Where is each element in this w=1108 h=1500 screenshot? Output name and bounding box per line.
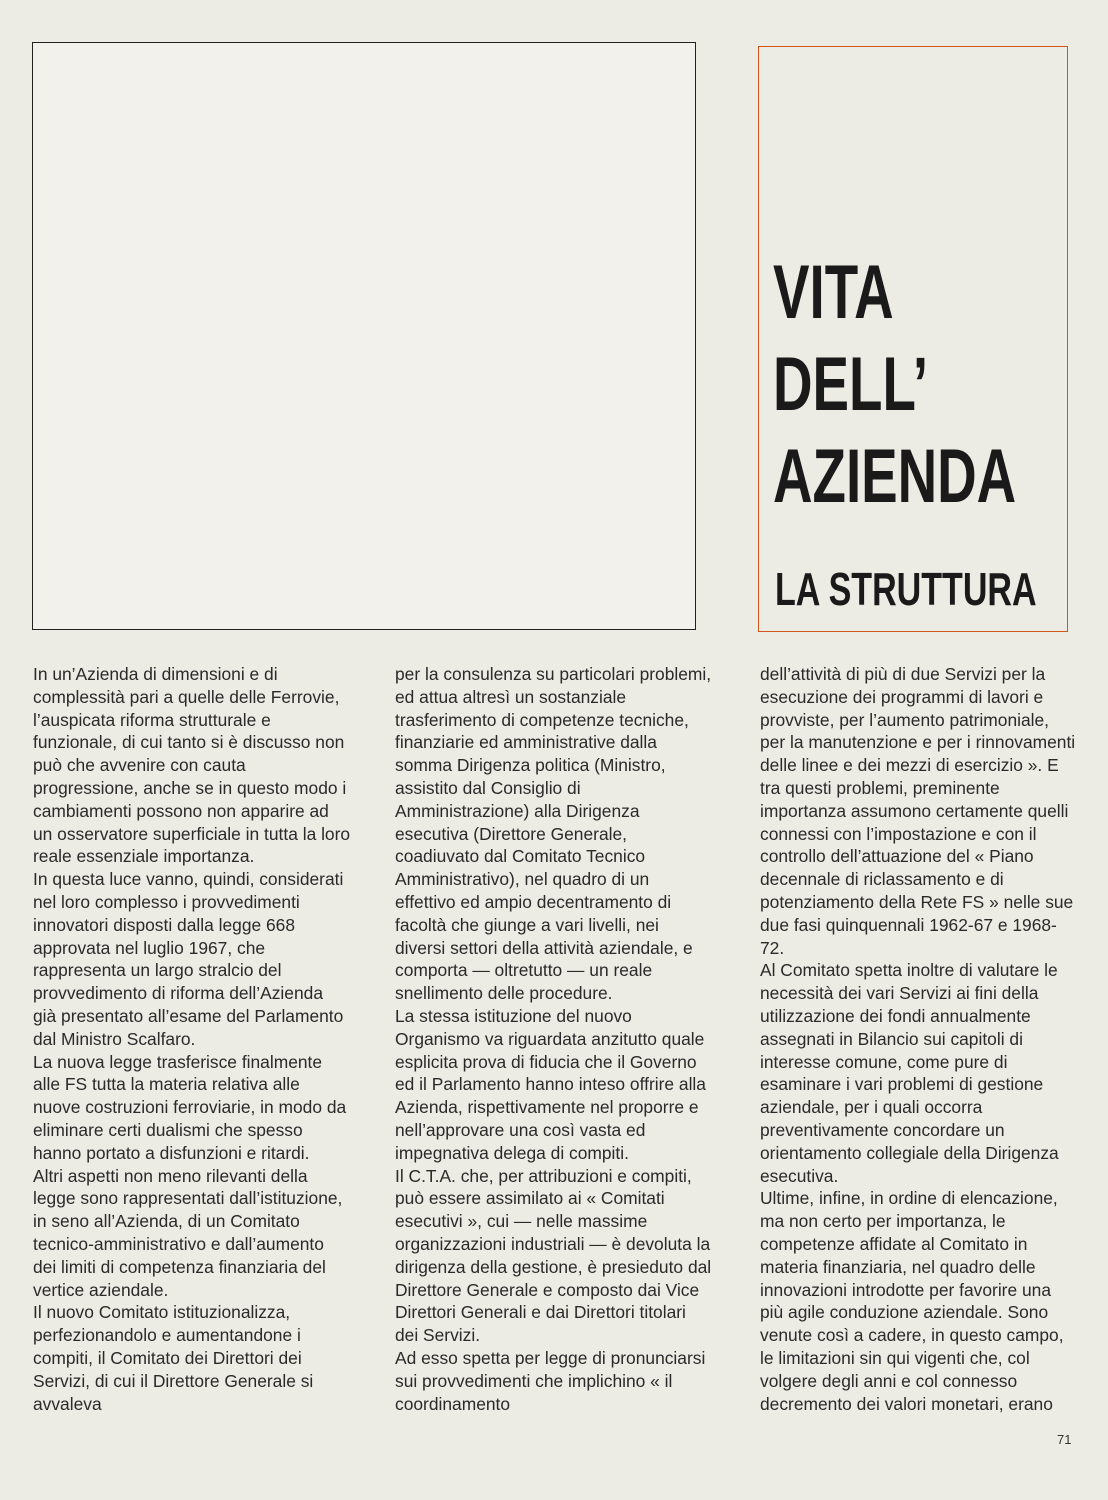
text-column-3 xyxy=(760,663,1078,1415)
paragraph: La nuova legge trasferisce finalmente alle FS tutta la materia relativa alle nuove costruzioni ferroviarie, in modo da eliminare certi dualismi che spesso hanno portato a disfunzioni e ritardi. xyxy=(33,1051,347,1163)
paragraph: In un’Azienda di dimensioni e di complessità pari a quelle delle Ferrovie, l’auspicata riforma strutturale e funzionale, di cui tanto si è discusso non può che avvenire con cauta progressione, anche se in questo modo i cambiamenti possono non apparire ad un osservatore superficiale in tutta la loro reale essenziale importanza. xyxy=(33,664,351,867)
paragraph: Il C.T.A. che, per attribuzioni e compiti, può essere assimilato ai « Comitati esecutivi », cui — nelle massime organizzazioni industriali — è devoluta la dirigenza della gestione, è presieduto dal Direttore Generale e composto dai Vice Direttori Generali e dai Direttori titolari dei Servizi. xyxy=(395,1165,712,1346)
section-subtitle: LA STRUTTURA xyxy=(775,563,1037,615)
title-line: AZIENDA xyxy=(773,434,1017,519)
title-line: DELL’ xyxy=(773,342,929,427)
page-number: 71 xyxy=(1057,1432,1072,1447)
paragraph: La stessa istituzione del nuovo Organismo va riguardata anzitutto quale esplicita prova di fiducia che il Governo ed il Parlamento hanno inteso offrire alla Azienda, rispettivamente nel proporre e nell’approvare una così vasta ed impegnativa delega di compiti. xyxy=(395,1005,706,1163)
text-column-1 xyxy=(33,663,351,1415)
paragraph: dell’attività di più di due Servizi per la esecuzione dei programmi di lavori e provviste, per l’aumento patrimoniale, per la manutenzione e per i rinnovamenti delle linee e dei mezzi di esercizio ». E tra questi problemi, preminente importanza assumono certamente quelli connessi con l’impostazione e con il controllo dell’attuazione del « Piano decennale di riclassamento e di potenziamento della Rete FS » nelle sue due fasi quinquennali 1962-67 e 1968-72. xyxy=(760,664,1076,958)
paragraph: Ultime, infine, in ordine di elencazione, ma non certo per importanza, le competenze affidate al Comitato in materia finanziaria, nel quadro delle innovazioni introdotte per favorire una più agile conduzione aziendale. Sono venute così a cadere, in questo campo, le limitazioni sin qui vigenti che, col volgere degli anni e col connesso decremento dei valori monetari, erano xyxy=(760,1188,1064,1414)
paragraph: Al Comitato spetta inoltre di valutare le necessità dei vari Servizi ai fini della utilizzazione dei fondi annualmente assegnati in Bilancio sui capitoli di interesse comune, come pure di esaminare i vari problemi di gestione aziendale, per i quali occorra preventivamente concordare un orientamento collegiale della Dirigenza esecutiva. xyxy=(760,960,1059,1186)
paragraph: Il nuovo Comitato istituzionalizza, perfezionandolo e aumentandone i compiti, il Comitato dei Direttori dei Servizi, di cui il Direttore Generale si avvaleva xyxy=(33,1302,314,1414)
paragraph: In questa luce vanno, quindi, considerati nel loro complesso i provvedimenti innovatori disposti dalla legge 668 approvata nel luglio 1967, che rappresenta un largo stralcio del provvedimento di riforma dell’Azienda già presentato all’esame del Parlamento dal Ministro Scalfaro. xyxy=(33,869,344,1049)
photo-frame xyxy=(32,42,696,630)
paragraph: Altri aspetti non meno rilevanti della legge sono rappresentati dall’istituzione, in seno all’Azienda, di un Comitato tecnico-amministrativo e dall’aumento dei limiti di competenza finanziaria del vertice aziendale. xyxy=(33,1165,343,1300)
section-title xyxy=(773,247,1016,523)
title-panel xyxy=(758,46,1068,632)
title-line: VITA xyxy=(773,250,894,335)
text-column-2 xyxy=(395,663,713,1415)
paragraph: Ad esso spetta per legge di pronunciarsi sui provvedimenti che implichino « il coordinamento xyxy=(395,1347,706,1414)
paragraph: per la consulenza su particolari problemi, ed attua altresì un sostanziale trasferimento di competenze tecniche, finanziarie ed amministrative dalla somma Dirigenza politica (Ministro, assistito dal Consiglio di Amministrazione) alla Dirigenza esecutiva (Direttore Generale, coadiuvato dal Comitato Tecnico Amministrativo), nel quadro di un effettivo ed ampio decentramento di facoltà che giunge a vari livelli, nei diversi settori della attività aziendale, e comporta — oltretutto — un reale snellimento delle procedure. xyxy=(395,664,712,1004)
